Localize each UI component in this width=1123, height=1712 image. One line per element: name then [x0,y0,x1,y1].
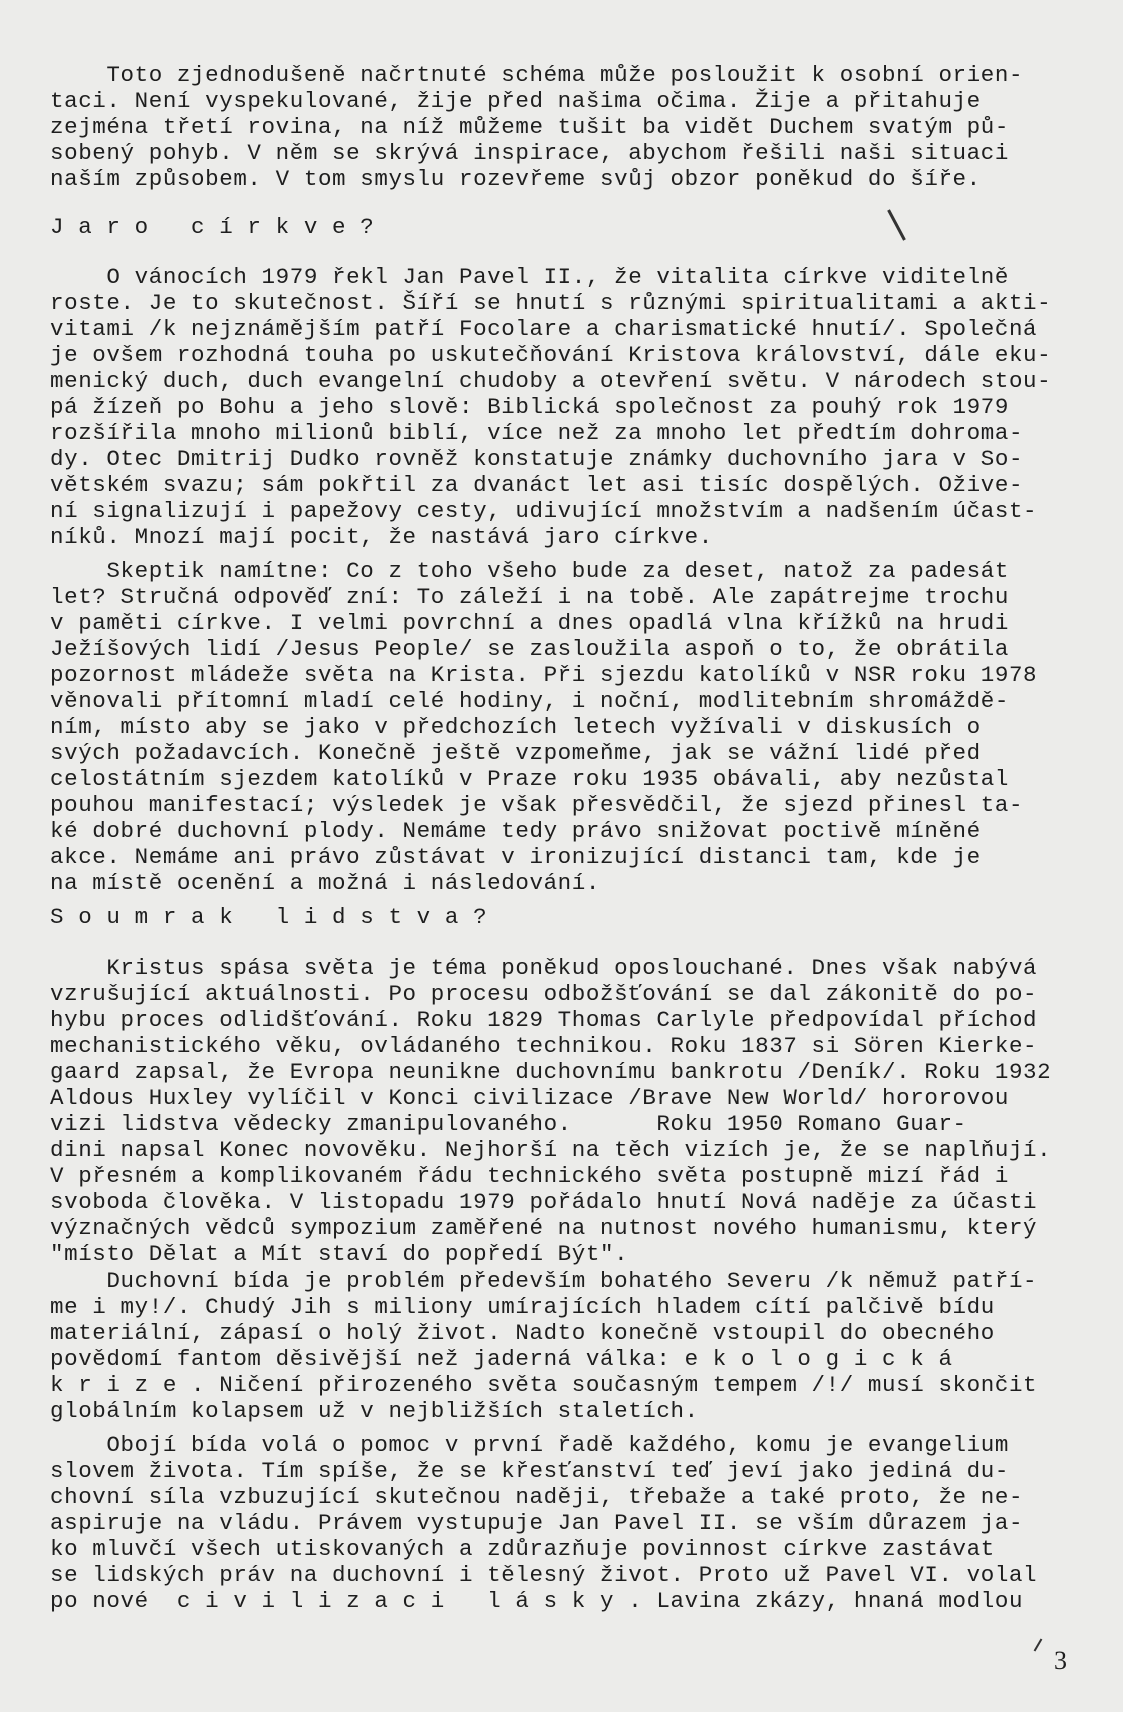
text-line: věnovali přítomní mladí celé hodiny, i noční, modlitebním shromáždě- [50,688,1009,714]
text-line: pozornost mládeže světa na Krista. Při sjezdu katolíků v NSR roku 1978 [50,662,1038,688]
text-line: povědomí fantom děsivější než jaderná válka: e k o l o g i c k á [50,1346,953,1372]
text-line: chovní síla vzbuzující skutečnou naději, třebaže a také proto, že ne- [50,1484,1024,1510]
text-line: ní signalizují i papežovy cesty, udivující množstvím a nadšením účast- [50,498,1038,524]
text-line: pá žízeň po Bohu a jeho slově: Biblická společnost za pouhý rok 1979 [50,394,1009,420]
text-line: ké dobré duchovní plody. Nemáme tedy právo snižovat poctivě míněné [50,818,981,844]
page-number: 3 [1054,1646,1067,1675]
text-line: me i my!/. Chudý Jih s miliony umírajících hladem cítí palčivě bídu [50,1294,995,1320]
text-line: na místě ocenění a možná i následování. [50,870,600,896]
text-line: Obojí bída volá o pomoc v první řadě každého, komu je evangelium [50,1432,1009,1458]
text-line: vitami /k nejznámějším patří Focolare a charismatické hnutí/. Společná [50,316,1038,342]
text-line: rozšířila mnoho milionů biblí, více než za mnoho let předtím dohroma- [50,420,1024,446]
text-line: V přesném a komplikovaném řádu technického světa postupně mizí řád i [50,1163,1009,1189]
text-line: globálním kolapsem už v nejbližších staletích. [50,1398,699,1424]
text-line: níků. Mnozí mají pocit, že nastává jaro církve. [50,524,713,550]
section-2-paragraph-2 [50,1268,1090,1424]
text-line: let? Stručná odpověď zní: To záleží i na tobě. Ale zapátrejme trochu [50,584,1009,610]
text-line: po nové c i v i l i z a c i l á s k y . Lavina zkázy, hnaná modlou [50,1588,1024,1614]
text-line: vizi lidstva vědecky zmanipulovaného. Roku 1950 Romano Guar- [50,1111,967,1137]
text-line: Ježíšových lidí /Jesus People/ se zasloužila aspoň o to, že obrátila [50,636,1009,662]
section-1-paragraph-2 [50,558,1090,896]
section-2-paragraph-1 [50,955,1090,1267]
text-line: k r i z e . Ničení přirozeného světa současným tempem /!/ musí skončit [50,1372,1038,1398]
text-line: hybu proces odlidšťování. Roku 1829 Thomas Carlyle předpovídal příchod [50,1007,1038,1033]
heading-jaro-cirkve: J a r o c í r k v e ? [50,214,375,240]
text-line: svoboda člověka. V listopadu 1979 pořádalo hnutí Nová naděje za účasti [50,1189,1038,1215]
text-line: se lidských práv na duchovní i tělesný život. Proto už Pavel VI. volal [50,1562,1038,1588]
text-line: slovem života. Tím spíše, že se křesťanství teď jeví jako jediná du- [50,1458,1009,1484]
text-line: ním, místo aby se jako v předchozích letech vyžívali v diskusích o [50,714,981,740]
text-line: celostátním sjezdem katolíků v Praze roku 1935 obávali, aby nezůstal [50,766,1009,792]
text-line: význačných vědců sympozium zaměřené na nutnost nového humanismu, který [50,1215,1038,1241]
text-line: dy. Otec Dmitrij Dudko rovněž konstatuje známky duchovního jara v So- [50,446,1024,472]
text-line: Kristus spása světa je téma poněkud oposlouchané. Dnes však nabývá [50,955,1038,981]
text-line: Skeptik namítne: Co z toho všeho bude za deset, natož za padesát [50,558,1009,584]
text-line: mechanistického věku, ovládaného technikou. Roku 1837 si Sören Kierke- [50,1033,1038,1059]
text-line: je ovšem rozhodná touha po uskutečňování Kristova království, dále eku- [50,342,1052,368]
text-line: Aldous Huxley vylíčil v Konci civilizace /Brave New World/ hororovou [50,1085,1009,1111]
text-line: menický duch, duch evangelní chudoby a otevření světu. V národech stou- [50,368,1052,394]
section-2-paragraph-3 [50,1432,1090,1614]
text-line: materiální, zápasí o holý život. Nadto konečně vstoupil do obecného [50,1320,995,1346]
text-line: větském svazu; sám pokřtil za dvanáct let asi tisíc dospělých. Ožive- [50,472,1024,498]
heading-soumrak-lidstva: S o u m r a k l i d s t v a ? [50,904,488,930]
text-line: "místo Dělat a Mít staví do popředí Být". [50,1241,629,1267]
text-line: roste. Je to skutečnost. Šíří se hnutí s různými spiritualitami a akti- [50,290,1052,316]
pen-mark [887,209,906,240]
text-line: aspiruje na vládu. Právem vystupuje Jan Pavel II. se vším důrazem ja- [50,1510,1024,1536]
text-line: zejména třetí rovina, na níž můžeme tušit ba vidět Duchem svatým pů- [50,114,1009,140]
text-line: vzrušující aktuálnosti. Po procesu odbožšťování se dal zákonitě do po- [50,981,1038,1007]
text-line: pouhou manifestací; výsledek je však přesvědčil, že sjezd přinesl ta- [50,792,1024,818]
text-line: ko mluvčí všech utiskovaných a zdůrazňuje povinnost církve zastávat [50,1536,995,1562]
text-line: gaard zapsal, že Evropa neunikne duchovnímu bankrotu /Deník/. Roku 1932 [50,1059,1052,1085]
text-line: Toto zjednodušeně načrtnuté schéma může posloužit k osobní orien- [50,62,1024,88]
text-line: taci. Není vyspekulované, žije před našima očima. Žije a přitahuje [50,88,981,114]
text-line: naším způsobem. V tom smyslu rozevřeme svůj obzor poněkud do šíře. [50,166,981,192]
text-line: svých požadavcích. Konečně ještě vzpomeňme, jak se vážní lidé před [50,740,981,766]
pen-mark [1034,1638,1043,1651]
text-line: v paměti církve. I velmi povrchní a dnes opadlá vlna křížků na hrudi [50,610,1009,636]
text-line: Duchovní bída je problém především bohatého Severu /k němuž patří- [50,1268,1038,1294]
intro-paragraph [50,62,1090,192]
text-line: O vánocích 1979 řekl Jan Pavel II., že vitalita církve viditelně [50,264,1009,290]
text-line: akce. Nemáme ani právo zůstávat v ironizující distanci tam, kde je [50,844,981,870]
text-line: dini napsal Konec novověku. Nejhorší na těch vizích je, že se naplňují. [50,1137,1052,1163]
text-line: sobený pohyb. V něm se skrývá inspirace, abychom řešili naši situaci [50,140,1009,166]
section-1-paragraph-1 [50,264,1090,550]
